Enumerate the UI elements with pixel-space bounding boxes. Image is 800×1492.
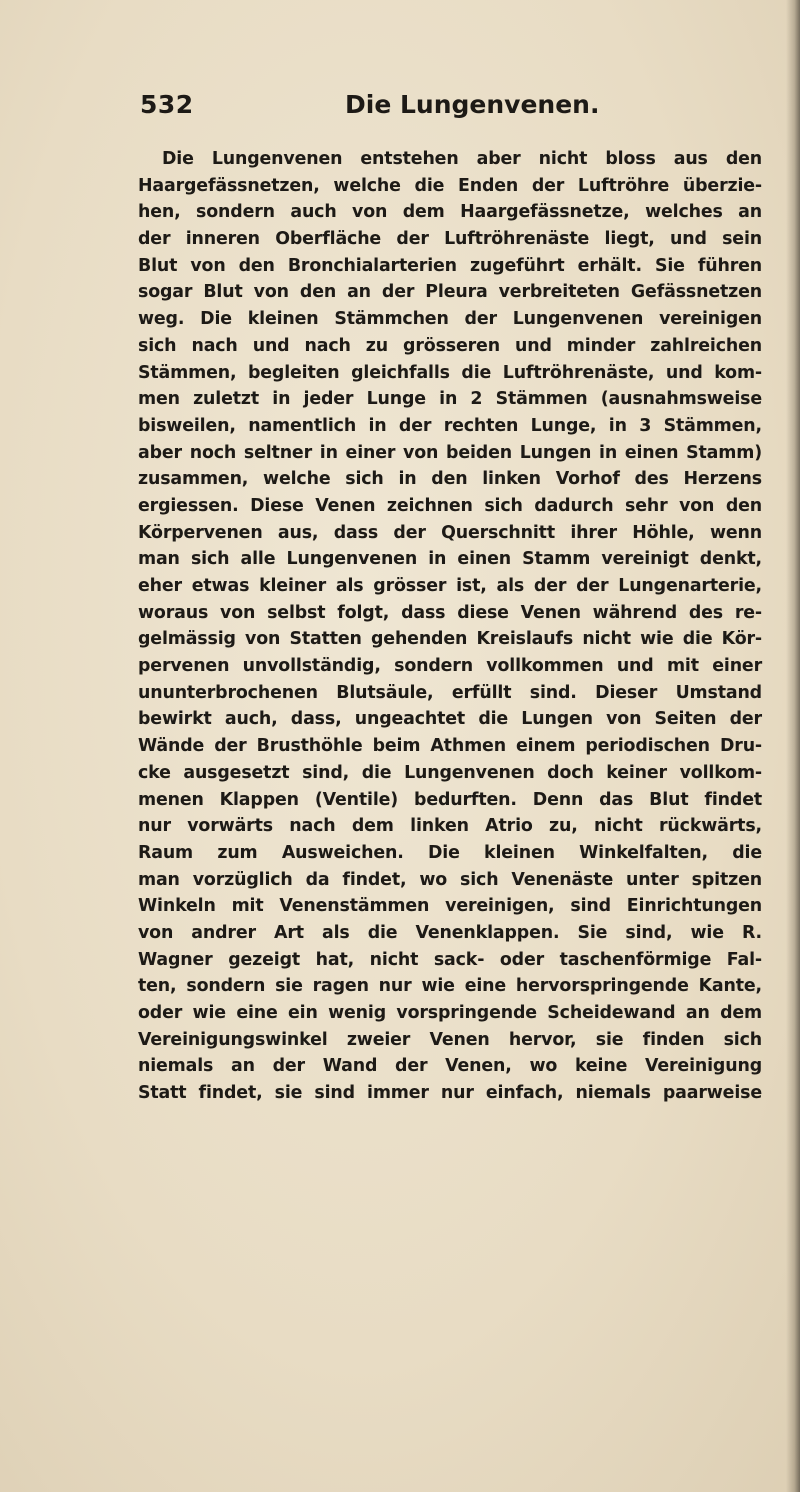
text-line: Winkeln mit Venenstämmen vereinigen, sind Einrichtungen: [138, 896, 762, 917]
page-edge-shadow: [786, 0, 800, 1492]
text-line: Körpervenen aus, dass der Querschnitt ihrer Höhle, wenn: [138, 522, 762, 543]
text-line: gelmässig von Statten gehenden Kreislaufs nicht wie die Kör-: [138, 629, 762, 650]
text-line: men zuletzt in jeder Lunge in 2 Stämmen (ausnahmsweise: [138, 389, 762, 410]
text-line: Stämmen, begleiten gleichfalls die Luftröhrenäste, und kom-: [138, 362, 762, 383]
text-line: zusammen, welche sich in den linken Vorhof des Herzens: [138, 469, 762, 490]
text-line: sogar Blut von den an der Pleura verbreiteten Gefässnetzen: [138, 282, 762, 303]
text-line: woraus von selbst folgt, dass diese Venen während des re-: [138, 602, 762, 623]
text-line: bisweilen, namentlich in der rechten Lunge, in 3 Stämmen,: [138, 415, 762, 436]
text-line: Blut von den Bronchialarterien zugeführt erhält. Sie führen: [138, 255, 762, 276]
text-line: menen Klappen (Ventile) bedurften. Denn das Blut findet: [138, 789, 762, 810]
text-line: Haargefässnetzen, welche die Enden der Luftröhre überzie-: [138, 175, 762, 196]
text-line: bewirkt auch, dass, ungeachtet die Lungen von Seiten der: [138, 709, 762, 730]
text-line: Wände der Brusthöhle beim Athmen einem periodischen Dru-: [138, 736, 762, 757]
text-line: von andrer Art als die Venenklappen. Sie sind, wie R.: [138, 922, 762, 943]
text-line: Vereinigungswinkel zweier Venen hervor, sie finden sich: [138, 1029, 762, 1050]
body-paragraph: [138, 146, 762, 1107]
text-line: Raum zum Ausweichen. Die kleinen Winkelfalten, die: [138, 842, 762, 863]
text-line: eher etwas kleiner als grösser ist, als der der Lungenarterie,: [138, 576, 762, 596]
text-line: oder wie eine ein wenig vorspringende Scheidewand an dem: [138, 1003, 762, 1023]
text-line: ununterbrochenen Blutsäule, erfüllt sind. Dieser Umstand: [138, 682, 762, 703]
text-line: der inneren Oberfläche der Luftröhrenäste liegt, und sein: [138, 229, 762, 250]
text-line: nur vorwärts nach dem linken Atrio zu, nicht rückwärts,: [138, 816, 762, 837]
text-line: Wagner gezeigt hat, nicht sack- oder taschenförmige Fal-: [138, 949, 762, 970]
text-line: man vorzüglich da findet, wo sich Venenäste unter spitzen: [138, 869, 762, 890]
text-line: Statt findet, sie sind immer nur einfach, niemals paarweise: [138, 1083, 762, 1104]
text-line: aber noch seltner in einer von beiden Lungen in einen Stamm): [138, 442, 762, 463]
text-line: ergiessen. Diese Venen zeichnen sich dadurch sehr von den: [138, 495, 762, 516]
text-line: Die Lungenvenen entstehen aber nicht bloss aus den: [162, 149, 762, 169]
text-line: cke ausgesetzt sind, die Lungenvenen doch keiner vollkom-: [138, 762, 762, 783]
page-header: [140, 90, 640, 130]
text-line: ten, sondern sie ragen nur wie eine hervorspringende Kante,: [138, 976, 762, 997]
text-line: niemals an der Wand der Venen, wo keine Vereinigung: [138, 1056, 762, 1077]
text-line: sich nach und nach zu grösseren und minder zahlreichen: [138, 335, 762, 356]
text-line: man sich alle Lungenvenen in einen Stamm vereinigt denkt,: [138, 549, 762, 570]
text-line: weg. Die kleinen Stämmchen der Lungenvenen vereinigen: [138, 309, 762, 330]
running-title: Die Lungenvenen.: [345, 90, 600, 119]
page-number: 532: [140, 90, 194, 119]
text-line: pervenen unvollständig, sondern vollkommen und mit einer: [138, 656, 762, 677]
text-line: hen, sondern auch von dem Haargefässnetze, welches an: [138, 202, 762, 223]
